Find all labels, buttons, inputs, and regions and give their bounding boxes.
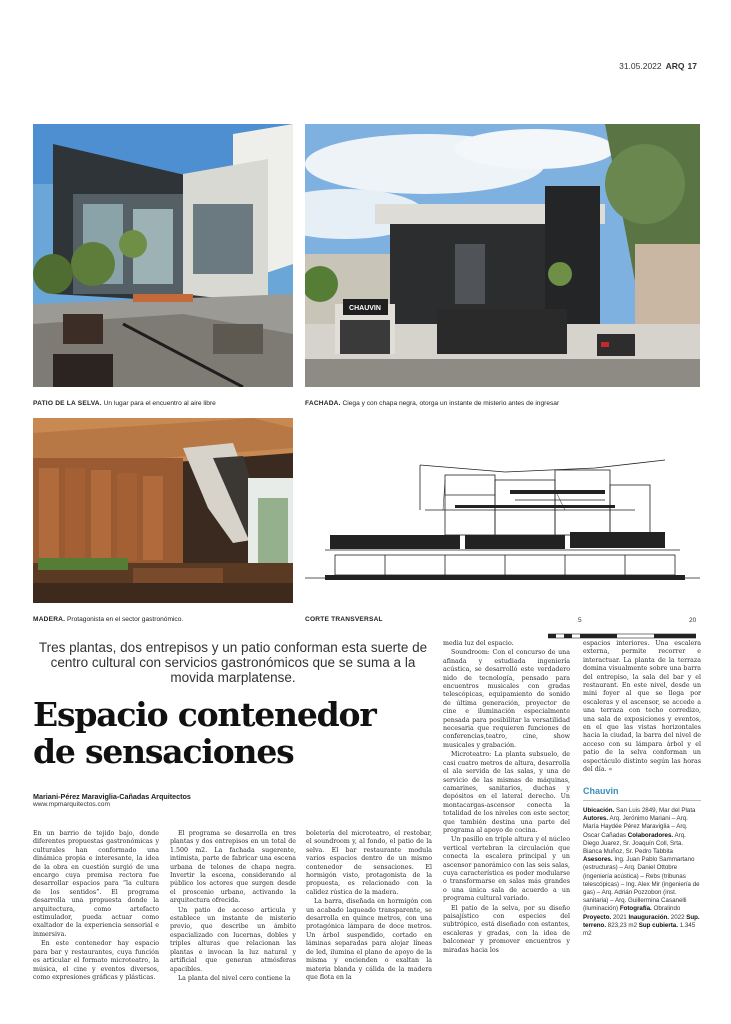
paragraph: boletería del microteatro, el restobar, el soundroom y, al fondo, el patio de la selva. El bar restaurante modula varios espacios dentro de un mismo contenedor de sensaciones. El hormigón visto, protagonista de la propuesta, es relacionado con la calidez rústica de la madera.	[306, 830, 432, 896]
paragraph: En un barrio de tejido bajo, donde diferentes propuestas gastronómicas y culturales han conformado una dinámica propia e interesante, la idea de la obra en cuestión surgió de una encargo cuya premisa rectora fue desarrollar espacios para “la cultura de los sentidos”. El programa desarrolla una propuesta donde la arquitectura, como artefacto estimulador, pueda actuar como exaltador de la experiencia sensorial e inmersiva.	[33, 830, 159, 938]
body-column-5	[583, 640, 701, 776]
info-key: Sup. terreno.	[583, 913, 700, 929]
headline-line-1: Espacio contenedor	[33, 695, 376, 734]
paragraph: El patio de la selva, por su diseño paisajístico con especies del subtrópico, está diseñado con estantes, escaleras y gradas, con la idea de balconear y promover encuentros y miradas hacia los	[443, 904, 570, 954]
paragraph: La barra, diseñada en hormigón con un acabado laqueado transparente, se desarrolla en quince metros, con una protagónica lámpara de doce metros. Un árbol suspendido, cortado en láminas separadas para alojar líneas de led, ilumina el plano de apoyo de la misma y encienden o exaltan la materia blanda y cálida de la madera que flota en la	[306, 898, 432, 981]
info-value: Arq. Jerónimo Mariani – Arq. María Haydée Pérez Maraviglia – Arq. Oscar Cañadas	[583, 815, 688, 839]
page-number: 17	[687, 61, 697, 71]
info-key: Inauguración.	[628, 913, 670, 921]
info-value: Arq. Diego Juarez, Sr. Joaquín Coll, Srta. Bianca Muñoz, Sr. Pedro Tabbita	[583, 831, 686, 856]
caption-patio	[33, 400, 216, 407]
info-key: Fotografía.	[619, 905, 652, 913]
info-value: 2021	[612, 913, 627, 921]
paragraph: En este contenedor hay espacio para bar y restaurantes, cuya función es articular el formato microteatro, la música, el cine y eventos diversos, como expresiones gráficas y plásticas.	[33, 940, 159, 981]
caption-madera	[33, 616, 183, 623]
info-key: Proyecto.	[583, 913, 612, 921]
info-value: Ing. Juan Pablo Sammartano (estructuras) – Arq. Daniel Ottobre (ingeniería acústica) – Rebs (tribunas telescópicas) – Ing. Alex Mir (ingeniería de gas) – Arq. Adrián Pozzobon (inst. sanitaria) – Arq. Guillermina Casanelli (iluminación)	[583, 856, 700, 913]
paragraph: Soundroom: Con el concurso de una afinada y estudiada ingeniería acústica, se desarrolló este verdadero nido de tecnología, pensado para encuentros musicales con gradas telescópicas, equipamiento de sonido de última generación, proyector de cine e iluminación especialmente pensada para posibilitar la versatilidad necesaria que requieren funciones de conferencias,teatro, cine, show musicales y grabación.	[443, 649, 570, 749]
scale-label-end: 20	[689, 617, 697, 624]
caption-label: FACHADA.	[305, 400, 341, 407]
page-header	[619, 61, 697, 71]
scale-bar	[548, 626, 696, 634]
paragraph: Un patio de acceso articula y establece un instante de misterio previo, que describe un ámbito espacializado con lucernas, dobles y triples alturas que relacionan las plantas e invocan la luz natural y artificial que generan atmósferas apacibles.	[170, 906, 296, 973]
issue-date: 31.05.2022	[619, 61, 662, 71]
info-key: Sup cubierta.	[638, 921, 678, 929]
info-value: San Luis 2849, Mar del Plata	[616, 807, 696, 814]
article-deck: Tres plantas, dos entrepisos y un patio conforman esta suerte de centro cultural con servicios gastronómicos que se suma a la movida marplatense.	[38, 640, 428, 685]
photo-patio-de-la-selva	[33, 124, 293, 387]
article-headline	[33, 696, 433, 770]
website-link[interactable]: www.mpmarquitectos.com	[33, 801, 110, 808]
caption-label: CORTE TRANSVERSAL	[305, 616, 383, 623]
publication-name: ARQ	[665, 61, 685, 71]
paragraph: Microteatro: La planta subsuelo, de casi cuatro metros de altura, desarrolla el ala servida de las salas, y una de servicio de las mismas de máquinas, camarines, sanitarios, duchas y depósitos en el lateral derecho. Un montacargas-ascensor conecta la totalidad de los niveles con este sector, que también destina una parte del programa al apoyo de cocina.	[443, 751, 570, 834]
body-column-3	[306, 830, 432, 983]
headline-line-2: de sensaciones	[33, 732, 294, 771]
info-key: Asesores.	[583, 856, 613, 864]
body-column-2	[170, 830, 296, 984]
fachada-sign-text: CHAUVIN	[349, 305, 381, 312]
info-value: Obralindo	[653, 905, 681, 913]
paragraph: media luz del espacio.	[443, 640, 514, 647]
paragraph: Un pasillo en triple altura y el núcleo vertical vertebran la circulación que conecta la escalera principal y un ascensor panorámico con las seis salas, cuya característica es poder modularse o transformarse en salas más grandes o una única sala de acuerdo a un programa cultural variado.	[443, 836, 570, 903]
section-drawing	[305, 450, 700, 610]
caption-text: Protagonista en el sector gastronómico.	[67, 616, 184, 623]
paragraph: La planta del nivel cero contiene la	[178, 974, 291, 982]
paragraph: El programa se desarrolla en tres plantas y dos entrepisos en un total de 1.500 m2. La fachada sugerente, intimista, parte de fabricar una escena urbana de telones de chapa negra. Invertir la escena, considerando al público los actores que surgen desde el proscenio urbano, activando la arquitectura ofrecida.	[170, 830, 296, 905]
paragraph: espacios interiores. Una escalera externa, permite recorrer e interactuar. La planta de la terraza domina visualmente sobre una barra del entrepiso, la sala del bar y el restaurant. En este nivel, desde un mini foyer al que se llega por escaleras y el ascensor, se accede a una terraza con techo corredizo, una sala de exposiciones y eventos, en el que las vistas horizontales hacia la ciudad, la barra del nivel de acceso con su lámpara árbol y el patio de la selva conforman un espectáculo distinto según las horas del día. «	[583, 640, 701, 774]
caption-fachada	[305, 400, 559, 407]
info-title: Chauvin	[583, 786, 701, 801]
body-column-4	[443, 640, 570, 956]
project-info-box	[583, 786, 701, 938]
info-value: 2022	[670, 913, 685, 921]
scale-label-mid: 5	[578, 617, 582, 624]
caption-label: MADERA.	[33, 616, 66, 623]
photo-fachada	[305, 124, 700, 387]
caption-text: Ciega y con chapa negra, otorga un instante de misterio antes de ingresar	[342, 400, 560, 407]
info-value: 823,23 m2	[607, 921, 638, 929]
info-body	[583, 807, 701, 938]
info-key: Ubicación.	[583, 807, 615, 814]
byline: Mariani-Pérez Maraviglia-Cañadas Arquitectos	[33, 792, 191, 801]
caption-corte	[305, 616, 383, 623]
body-column-1	[33, 830, 159, 983]
info-value: 1.345 m2	[583, 921, 696, 938]
info-key: Colaboradores.	[627, 831, 674, 839]
caption-text: Un lugar para el encuentro al aire libre	[103, 400, 216, 407]
info-key: Autores.	[583, 815, 609, 823]
caption-label: PATIO DE LA SELVA.	[33, 400, 102, 407]
photo-madera	[33, 418, 293, 603]
